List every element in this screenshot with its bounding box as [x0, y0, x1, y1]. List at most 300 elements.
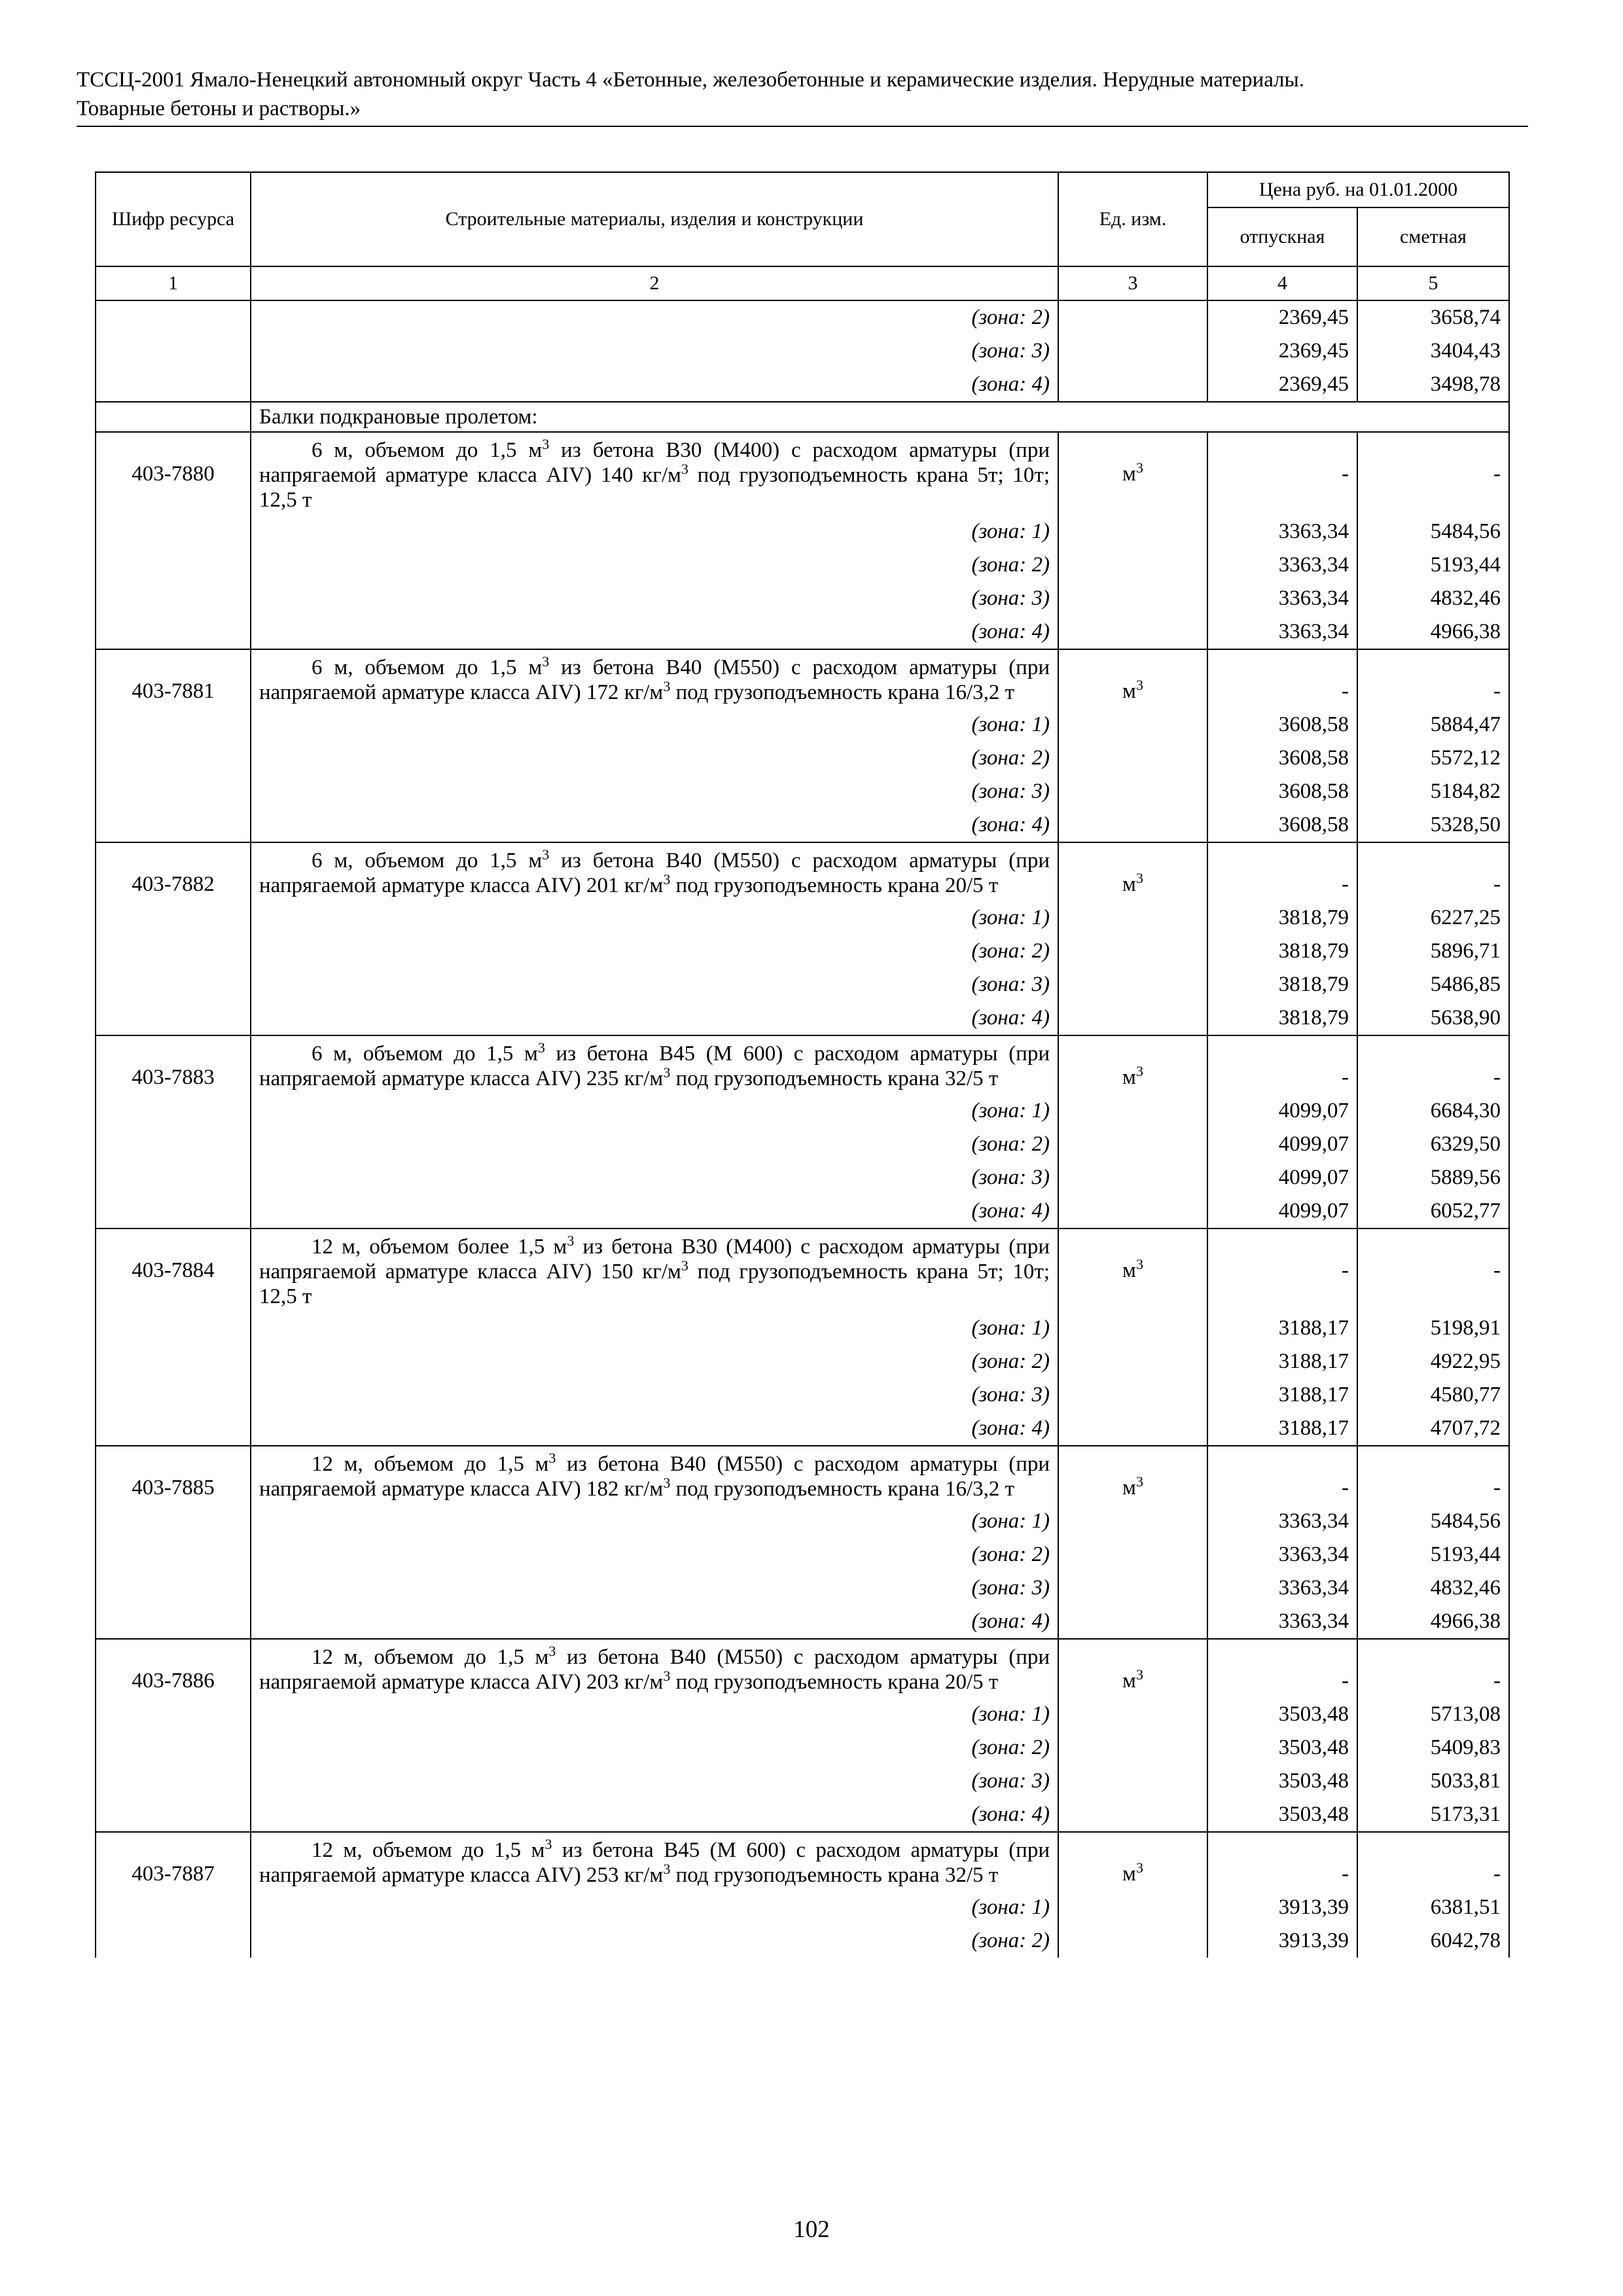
code-cell-empty: [96, 1312, 251, 1345]
desc-part-c: под грузоподъемность крана 5т; 10т; 12,5 т: [259, 1260, 1050, 1308]
release-price: -: [1207, 1832, 1357, 1891]
zone-label: (зона: 3): [251, 582, 1058, 615]
estimate-price: -: [1357, 649, 1509, 708]
code-cell-empty: [96, 1412, 251, 1446]
desc-part-c: под грузоподъемность крана 20/5 т: [670, 1670, 999, 1694]
release-price: 3363,34: [1207, 548, 1357, 582]
code-cell-empty: [96, 334, 251, 368]
estimate-price: -: [1357, 432, 1509, 515]
estimate-price: 4922,95: [1357, 1345, 1509, 1378]
estimate-price: 5193,44: [1357, 548, 1509, 582]
resource-code: 403-7883: [96, 1035, 251, 1094]
release-price: 4099,07: [1207, 1194, 1357, 1229]
code-cell-empty: [96, 582, 251, 615]
code-cell-empty: [96, 368, 251, 402]
item-description: [251, 842, 1058, 901]
superscript-3: 3: [544, 1836, 552, 1852]
resource-code: 403-7884: [96, 1229, 251, 1312]
zone-row: [96, 515, 1509, 548]
superscript-3: 3: [1135, 1859, 1143, 1876]
zone-label: (зона: 1): [251, 1891, 1058, 1924]
estimate-price: 6684,30: [1357, 1094, 1509, 1128]
unit-cell-empty: [1058, 515, 1207, 548]
superscript-3: 3: [663, 1064, 671, 1081]
unit-cell-empty: [1058, 1924, 1207, 1958]
zone-row: [96, 1605, 1509, 1639]
unit-cell-empty: [1058, 1731, 1207, 1765]
superscript-3: 3: [663, 1475, 671, 1491]
zone-row: [96, 1412, 1509, 1446]
superscript-3: 3: [548, 1450, 556, 1466]
item-description: [251, 1035, 1058, 1094]
desc-part-b: из бетона В30 (М400) с расходом арматуры (при напрягаемой арматуре класса АIV) 140 кг/м: [259, 439, 1050, 487]
zone-row: [96, 808, 1509, 842]
release-price: 2369,45: [1207, 300, 1357, 334]
estimate-price: 3404,43: [1357, 334, 1509, 368]
superscript-3: 3: [542, 846, 550, 863]
estimate-price: -: [1357, 1035, 1509, 1094]
zone-row: [96, 968, 1509, 1001]
document-header: [77, 65, 1528, 127]
estimate-price: -: [1357, 1832, 1509, 1891]
unit-cell-empty: [1058, 1412, 1207, 1446]
superscript-3: 3: [1135, 1666, 1143, 1683]
unit: [1058, 649, 1207, 708]
zone-row: [96, 1924, 1509, 1958]
zone-row: [96, 742, 1509, 775]
desc-part-c: под грузоподъемность крана 5т; 10т; 12,5 т: [259, 463, 1050, 512]
release-price: -: [1207, 1446, 1357, 1505]
head-release: отпускная: [1207, 207, 1357, 266]
zone-row: [96, 1345, 1509, 1378]
unit-cell-empty: [1058, 708, 1207, 742]
release-price: 3503,48: [1207, 1765, 1357, 1798]
code-cell-empty: [96, 1505, 251, 1538]
unit: [1058, 1035, 1207, 1094]
unit: [1058, 1446, 1207, 1505]
head-num-4: 4: [1207, 266, 1357, 300]
unit-cell-empty: [1058, 548, 1207, 582]
superscript-3: 3: [542, 653, 550, 670]
zone-row: [96, 368, 1509, 402]
zone-label: (зона: 4): [251, 808, 1058, 842]
estimate-price: 5328,50: [1357, 808, 1509, 842]
header-line-1: ТССЦ-2001 Ямало-Ненецкий автономный округ Часть 4 «Бетонные, железобетонные и керамические изделия. Нерудные материалы.: [77, 68, 1305, 92]
unit-label: м: [1122, 1862, 1136, 1886]
unit-cell-empty: [1058, 1571, 1207, 1605]
code-cell-empty: [96, 1538, 251, 1571]
zone-label: (зона: 3): [251, 1571, 1058, 1605]
head-name: Строительные материалы, изделия и конструкции: [251, 172, 1058, 266]
resource-code: 403-7880: [96, 432, 251, 515]
zone-row: [96, 582, 1509, 615]
header-line-2: Товарные бетоны и растворы.»: [77, 97, 361, 120]
zone-label: (зона: 1): [251, 515, 1058, 548]
desc-part-c: под грузоподъемность крана 16/3,2 т: [670, 681, 1015, 704]
desc-part-b: из бетона В45 (М 600) с расходом арматуры (при напрягаемой арматуре класса АIV) 253 кг/м: [259, 1839, 1050, 1887]
zone-label: (зона: 3): [251, 1765, 1058, 1798]
code-cell-empty: [96, 901, 251, 935]
desc-part-a: 12 м, объемом более 1,5 м: [312, 1235, 567, 1259]
unit-cell-empty: [1058, 1345, 1207, 1378]
release-price: 2369,45: [1207, 334, 1357, 368]
item-row: [96, 1639, 1509, 1698]
zone-row: [96, 1505, 1509, 1538]
zone-label: (зона: 4): [251, 1605, 1058, 1639]
unit-cell-empty: [1058, 1128, 1207, 1161]
superscript-3: 3: [1135, 459, 1143, 476]
release-price: 3188,17: [1207, 1345, 1357, 1378]
estimate-price: 5713,08: [1357, 1698, 1509, 1731]
item-row: [96, 1229, 1509, 1312]
table-head: [96, 172, 1509, 300]
unit-label: м: [1122, 1476, 1136, 1499]
estimate-price: 4832,46: [1357, 1571, 1509, 1605]
unit: [1058, 842, 1207, 901]
desc-part-a: 12 м, объемом до 1,5 м: [312, 1452, 549, 1476]
estimate-price: 6381,51: [1357, 1891, 1509, 1924]
unit-label: м: [1122, 1669, 1136, 1693]
code-cell-empty: [96, 935, 251, 968]
zone-row: [96, 1094, 1509, 1128]
estimate-price: -: [1357, 1229, 1509, 1312]
release-price: 3608,58: [1207, 775, 1357, 808]
estimate-price: 5173,31: [1357, 1798, 1509, 1832]
release-price: 3503,48: [1207, 1731, 1357, 1765]
superscript-3: 3: [663, 871, 671, 888]
zone-label: (зона: 3): [251, 968, 1058, 1001]
zone-row: [96, 548, 1509, 582]
item-row: [96, 842, 1509, 901]
release-price: 3608,58: [1207, 708, 1357, 742]
superscript-3: 3: [1135, 1473, 1143, 1490]
superscript-3: 3: [1135, 1063, 1143, 1079]
code-cell-empty: [96, 808, 251, 842]
price-table: [95, 171, 1510, 1958]
estimate-price: 5193,44: [1357, 1538, 1509, 1571]
estimate-price: 5486,85: [1357, 968, 1509, 1001]
code-cell-empty: [96, 1891, 251, 1924]
zone-label: (зона: 3): [251, 334, 1058, 368]
estimate-price: 6329,50: [1357, 1128, 1509, 1161]
estimate-price: 6227,25: [1357, 901, 1509, 935]
release-price: 3363,34: [1207, 515, 1357, 548]
zone-label: (зона: 2): [251, 1128, 1058, 1161]
zone-row: [96, 1698, 1509, 1731]
release-price: 3188,17: [1207, 1312, 1357, 1345]
release-price: -: [1207, 1035, 1357, 1094]
item-row: [96, 1832, 1509, 1891]
estimate-price: 5484,56: [1357, 515, 1509, 548]
estimate-price: -: [1357, 842, 1509, 901]
release-price: 2369,45: [1207, 368, 1357, 402]
release-price: -: [1207, 842, 1357, 901]
superscript-3: 3: [537, 1039, 545, 1056]
release-price: 3363,34: [1207, 615, 1357, 649]
zone-row: [96, 1001, 1509, 1035]
unit-cell-empty: [1058, 334, 1207, 368]
code-cell-empty: [96, 1094, 251, 1128]
estimate-price: 6052,77: [1357, 1194, 1509, 1229]
zone-label: (зона: 2): [251, 935, 1058, 968]
head-code: Шифр ресурса: [96, 172, 251, 266]
unit-cell-empty: [1058, 1094, 1207, 1128]
group-row: [96, 402, 1509, 432]
estimate-price: 6042,78: [1357, 1924, 1509, 1958]
estimate-price: 4966,38: [1357, 615, 1509, 649]
resource-code: 403-7885: [96, 1446, 251, 1505]
zone-label: (зона: 1): [251, 901, 1058, 935]
zone-label: (зона: 2): [251, 742, 1058, 775]
zone-row: [96, 775, 1509, 808]
group-title: Балки подкрановые пролетом:: [251, 402, 1509, 432]
item-description: [251, 1229, 1058, 1312]
superscript-3: 3: [548, 1643, 556, 1659]
estimate-price: 3498,78: [1357, 368, 1509, 402]
release-price: -: [1207, 1229, 1357, 1312]
zone-label: (зона: 4): [251, 615, 1058, 649]
release-price: 3188,17: [1207, 1378, 1357, 1412]
release-price: 3363,34: [1207, 1538, 1357, 1571]
code-cell-empty: [96, 515, 251, 548]
zone-row: [96, 1765, 1509, 1798]
estimate-price: 5184,82: [1357, 775, 1509, 808]
release-price: 3608,58: [1207, 742, 1357, 775]
unit: [1058, 1832, 1207, 1891]
code-cell-empty: [96, 1798, 251, 1832]
release-price: 3363,34: [1207, 1605, 1357, 1639]
release-price: 3913,39: [1207, 1891, 1357, 1924]
unit-cell-empty: [1058, 368, 1207, 402]
estimate-price: 5896,71: [1357, 935, 1509, 968]
unit-label: м: [1122, 1066, 1136, 1089]
desc-part-b: из бетона В40 (М550) с расходом арматуры (при напрягаемой арматуре класса АIV) 172 кг/м: [259, 656, 1050, 704]
estimate-price: 5033,81: [1357, 1765, 1509, 1798]
unit-cell-empty: [1058, 775, 1207, 808]
zone-label: (зона: 2): [251, 548, 1058, 582]
zone-row: [96, 300, 1509, 334]
page-number: 102: [793, 2216, 830, 2243]
resource-code: 403-7882: [96, 842, 251, 901]
code-cell-empty: [96, 1571, 251, 1605]
release-price: 4099,07: [1207, 1094, 1357, 1128]
desc-part-b: из бетона В45 (М 600) с расходом арматуры (при напрягаемой арматуре класса АIV) 235 кг/м: [259, 1042, 1050, 1090]
code-cell-empty: [96, 1605, 251, 1639]
superscript-3: 3: [1135, 677, 1143, 693]
release-price: 3818,79: [1207, 1001, 1357, 1035]
item-row: [96, 432, 1509, 515]
estimate-price: 3658,74: [1357, 300, 1509, 334]
item-description: [251, 1639, 1058, 1698]
estimate-price: -: [1357, 1639, 1509, 1698]
head-unit: Ед. изм.: [1058, 172, 1207, 266]
unit-cell-empty: [1058, 742, 1207, 775]
code-cell-empty: [96, 1698, 251, 1731]
zone-label: (зона: 1): [251, 708, 1058, 742]
unit-cell-empty: [1058, 1505, 1207, 1538]
release-price: 3363,34: [1207, 1571, 1357, 1605]
zone-row: [96, 901, 1509, 935]
unit-label: м: [1122, 1259, 1136, 1282]
zone-label: (зона: 3): [251, 1378, 1058, 1412]
unit-cell-empty: [1058, 808, 1207, 842]
code-cell-empty: [96, 1378, 251, 1412]
item-description: [251, 649, 1058, 708]
unit-cell-empty: [1058, 1538, 1207, 1571]
release-price: 3503,48: [1207, 1698, 1357, 1731]
estimate-price: 5889,56: [1357, 1161, 1509, 1194]
superscript-3: 3: [663, 678, 671, 694]
release-price: -: [1207, 649, 1357, 708]
unit-cell-empty: [1058, 1194, 1207, 1229]
unit-cell-empty: [1058, 1378, 1207, 1412]
head-price: Цена руб. на 01.01.2000: [1207, 172, 1509, 207]
estimate-price: 5572,12: [1357, 742, 1509, 775]
zone-label: (зона: 3): [251, 775, 1058, 808]
code-cell-empty: [96, 1924, 251, 1958]
release-price: 3608,58: [1207, 808, 1357, 842]
estimate-price: 5638,90: [1357, 1001, 1509, 1035]
unit-cell-empty: [1058, 1891, 1207, 1924]
zone-row: [96, 1891, 1509, 1924]
superscript-3: 3: [663, 1668, 671, 1684]
code-cell-empty: [96, 402, 251, 432]
code-cell-empty: [96, 300, 251, 334]
superscript-3: 3: [1135, 1256, 1143, 1272]
code-cell-empty: [96, 775, 251, 808]
head-num-1: 1: [96, 266, 251, 300]
release-price: 3818,79: [1207, 968, 1357, 1001]
zone-label: (зона: 3): [251, 1161, 1058, 1194]
unit-cell-empty: [1058, 901, 1207, 935]
unit-cell-empty: [1058, 1312, 1207, 1345]
desc-part-a: 6 м, объемом до 1,5 м: [312, 439, 543, 462]
zone-row: [96, 1161, 1509, 1194]
zone-row: [96, 1312, 1509, 1345]
code-cell-empty: [96, 708, 251, 742]
estimate-price: 5484,56: [1357, 1505, 1509, 1538]
unit-cell-empty: [1058, 1765, 1207, 1798]
zone-row: [96, 1731, 1509, 1765]
unit-label: м: [1122, 462, 1136, 486]
unit-cell-empty: [1058, 968, 1207, 1001]
head-num-2: 2: [251, 266, 1058, 300]
superscript-3: 3: [681, 1257, 688, 1274]
zone-row: [96, 1538, 1509, 1571]
estimate-price: 4580,77: [1357, 1378, 1509, 1412]
release-price: 3818,79: [1207, 901, 1357, 935]
zone-label: (зона: 2): [251, 1345, 1058, 1378]
desc-part-c: под грузоподъемность крана 20/5 т: [670, 874, 999, 897]
desc-part-b: из бетона В40 (М550) с расходом арматуры (при напрягаемой арматуре класса АIV) 182 кг/м: [259, 1452, 1050, 1501]
unit: [1058, 1229, 1207, 1312]
unit-cell-empty: [1058, 300, 1207, 334]
unit-cell-empty: [1058, 1161, 1207, 1194]
unit-label: м: [1122, 872, 1136, 896]
zone-row: [96, 1798, 1509, 1832]
release-price: 3363,34: [1207, 582, 1357, 615]
release-price: 4099,07: [1207, 1128, 1357, 1161]
zone-label: (зона: 1): [251, 1094, 1058, 1128]
estimate-price: 4832,46: [1357, 582, 1509, 615]
zone-row: [96, 935, 1509, 968]
estimate-price: -: [1357, 1446, 1509, 1505]
code-cell-empty: [96, 1161, 251, 1194]
zone-label: (зона: 4): [251, 1798, 1058, 1832]
estimate-price: 4966,38: [1357, 1605, 1509, 1639]
unit-cell-empty: [1058, 1798, 1207, 1832]
desc-part-a: 6 м, объемом до 1,5 м: [312, 1042, 538, 1066]
superscript-3: 3: [542, 436, 550, 452]
desc-part-c: под грузоподъемность крана 32/5 т: [670, 1863, 999, 1887]
unit: [1058, 1639, 1207, 1698]
code-cell-empty: [96, 1128, 251, 1161]
unit-cell-empty: [1058, 1698, 1207, 1731]
code-cell-empty: [96, 1731, 251, 1765]
zone-label: (зона: 4): [251, 1412, 1058, 1446]
desc-part-b: из бетона В30 (М400) с расходом арматуры (при напрягаемой арматуре класса АIV) 150 кг/м: [259, 1235, 1050, 1283]
zone-label: (зона: 1): [251, 1698, 1058, 1731]
resource-code: 403-7881: [96, 649, 251, 708]
item-description: [251, 1832, 1058, 1891]
superscript-3: 3: [1135, 870, 1143, 886]
code-cell-empty: [96, 968, 251, 1001]
zone-label: (зона: 4): [251, 1001, 1058, 1035]
item-row: [96, 1446, 1509, 1505]
zone-row: [96, 1128, 1509, 1161]
desc-part-b: из бетона В40 (М550) с расходом арматуры (при напрягаемой арматуре класса АIV) 201 кг/м: [259, 849, 1050, 897]
release-price: 4099,07: [1207, 1161, 1357, 1194]
zone-label: (зона: 2): [251, 1538, 1058, 1571]
zone-row: [96, 334, 1509, 368]
item-row: [96, 649, 1509, 708]
desc-part-a: 12 м, объемом до 1,5 м: [312, 1839, 545, 1862]
code-cell-empty: [96, 1194, 251, 1229]
unit: [1058, 432, 1207, 515]
desc-part-c: под грузоподъемность крана 16/3,2 т: [670, 1477, 1015, 1501]
estimate-price: 4707,72: [1357, 1412, 1509, 1446]
release-price: 3503,48: [1207, 1798, 1357, 1832]
item-row: [96, 1035, 1509, 1094]
item-description: [251, 432, 1058, 515]
superscript-3: 3: [681, 461, 688, 477]
unit-cell-empty: [1058, 935, 1207, 968]
unit-label: м: [1122, 679, 1136, 703]
release-price: 3818,79: [1207, 935, 1357, 968]
zone-label: (зона: 4): [251, 368, 1058, 402]
desc-part-a: 12 м, объемом до 1,5 м: [312, 1645, 549, 1669]
desc-part-a: 6 м, объемом до 1,5 м: [312, 656, 543, 679]
release-price: 3188,17: [1207, 1412, 1357, 1446]
superscript-3: 3: [663, 1861, 671, 1877]
desc-part-b: из бетона В40 (М550) с расходом арматуры (при напрягаемой арматуре класса АIV) 203 кг/м: [259, 1645, 1050, 1694]
resource-code: 403-7886: [96, 1639, 251, 1698]
zone-label: (зона: 2): [251, 300, 1058, 334]
unit-cell-empty: [1058, 1605, 1207, 1639]
desc-part-a: 6 м, объемом до 1,5 м: [312, 849, 543, 872]
release-price: 3913,39: [1207, 1924, 1357, 1958]
zone-label: (зона: 2): [251, 1924, 1058, 1958]
resource-code: 403-7887: [96, 1832, 251, 1891]
code-cell-empty: [96, 1345, 251, 1378]
release-price: -: [1207, 432, 1357, 515]
code-cell-empty: [96, 615, 251, 649]
head-num-5: 5: [1357, 266, 1509, 300]
zone-row: [96, 1378, 1509, 1412]
release-price: -: [1207, 1639, 1357, 1698]
zone-label: (зона: 2): [251, 1731, 1058, 1765]
zone-label: (зона: 4): [251, 1194, 1058, 1229]
